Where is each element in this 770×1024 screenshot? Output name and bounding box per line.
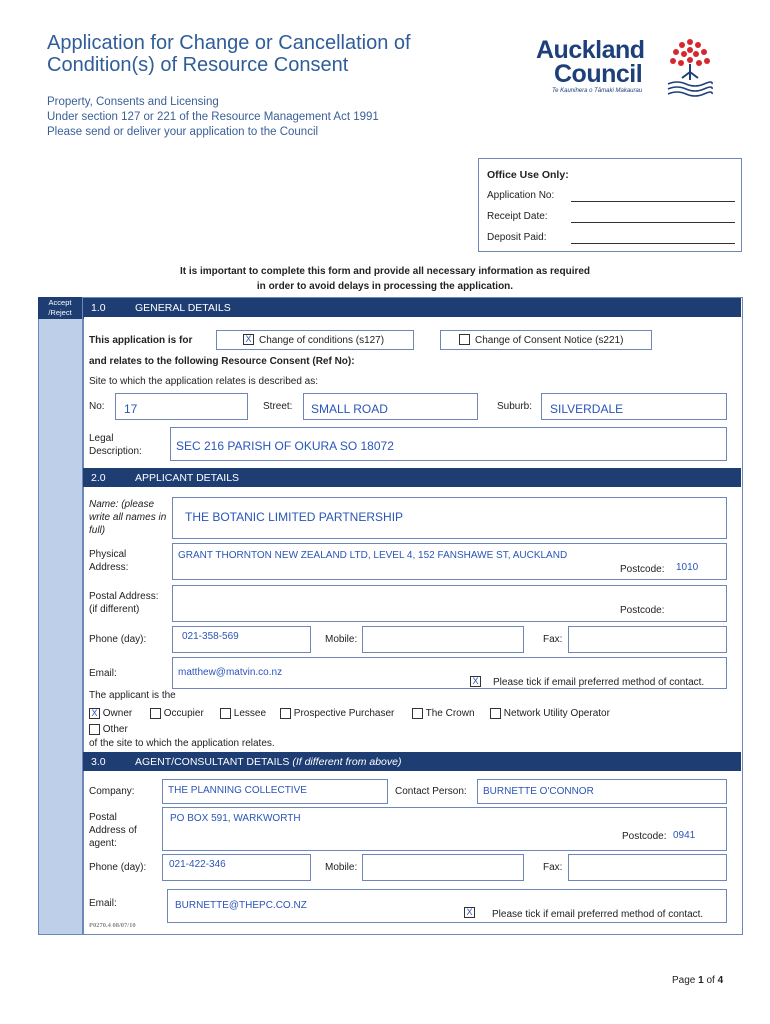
role-other[interactable] xyxy=(89,724,128,735)
fax-label: Fax: xyxy=(543,634,563,645)
page-prefix: Page xyxy=(672,975,696,986)
legal-description-value: SEC 216 PARISH OF OKURA SO 18072 xyxy=(176,439,394,453)
page-total: 4 xyxy=(717,975,724,986)
logo-tagline: Te Kaunihera o Tāmaki Makaurau xyxy=(552,88,643,94)
change-conditions-option[interactable] xyxy=(216,330,414,350)
contact-person-value: BURNETTE O'CONNOR xyxy=(483,786,594,797)
application-no-field[interactable] xyxy=(571,201,735,202)
role-other-label: Other xyxy=(102,724,128,736)
postal-postcode-label: Postcode: xyxy=(620,605,665,616)
suburb-label: Suburb: xyxy=(497,401,533,412)
contact-person-input[interactable] xyxy=(477,779,727,804)
physical-postcode-value: 1010 xyxy=(676,562,699,573)
fax-input[interactable] xyxy=(568,626,727,653)
role-network-utility-operator-label: Network Utility Operator xyxy=(503,708,610,720)
office-use-title: Office Use Only: xyxy=(487,169,569,181)
accept-reject-column xyxy=(38,297,84,935)
receipt-date-label: Receipt Date: xyxy=(487,211,548,222)
deposit-paid-field[interactable] xyxy=(571,243,735,244)
instructions: Please send or deliver your application to the Council xyxy=(47,126,319,138)
section-1-number: 1.0 xyxy=(91,302,106,314)
agent-phone-value: 021-422-346 xyxy=(169,859,226,870)
agent-email-label: Email: xyxy=(89,898,117,909)
agent-postal-input[interactable] xyxy=(162,807,727,851)
agent-phone-input[interactable] xyxy=(162,854,311,881)
agent-fax-label: Fax: xyxy=(543,862,563,873)
street-input[interactable] xyxy=(303,393,478,420)
applicant-is-label: The applicant is the xyxy=(89,690,176,701)
street-no-value: 17 xyxy=(124,402,138,416)
section-3-title xyxy=(135,756,401,768)
phone-day-label: Phone (day): xyxy=(89,634,147,645)
role-occupier-label: Occupier xyxy=(163,708,204,720)
important-note-line2: in order to avoid delays in processing the application. xyxy=(256,281,514,292)
physical-address-label: Physical Address: xyxy=(89,549,129,573)
mobile-label: Mobile: xyxy=(325,634,358,645)
logo-line1: Auckland xyxy=(536,36,645,64)
change-conditions-label: Change of conditions (s127) xyxy=(259,335,385,346)
form-title: Application for Change or Cancellation of Condition(s) of Resource Consent xyxy=(47,32,411,76)
role-the-crown-checkbox[interactable] xyxy=(412,708,423,719)
email-preferred-checkbox[interactable]: X xyxy=(470,676,481,687)
page-current: 1 xyxy=(698,975,704,986)
of-site-text: of the site to which the application relates. xyxy=(89,738,275,749)
page-of: of xyxy=(706,975,715,986)
role-prospective-purchaser-checkbox[interactable] xyxy=(280,708,291,719)
company-label: Company: xyxy=(89,786,135,797)
section-3-number: 3.0 xyxy=(91,756,106,768)
form-code: P0270.4 08/07/10 xyxy=(89,922,136,929)
role-other-checkbox[interactable] xyxy=(89,724,100,735)
role-prospective-purchaser[interactable] xyxy=(280,708,394,719)
agent-mobile-label: Mobile: xyxy=(325,862,358,873)
legislation: Under section 127 or 221 of the Resource Management Act 1991 xyxy=(47,111,379,123)
street-label: Street: xyxy=(263,401,293,412)
company-input[interactable] xyxy=(162,779,388,804)
street-no-label: No: xyxy=(89,401,105,412)
agent-email-preferred-checkbox[interactable]: X xyxy=(464,907,475,918)
section-2-header xyxy=(83,468,741,487)
application-no-label: Application No: xyxy=(487,190,555,201)
phone-day-input[interactable] xyxy=(172,626,311,653)
mobile-input[interactable] xyxy=(362,626,524,653)
suburb-input[interactable] xyxy=(541,393,727,420)
role-owner-label: Owner xyxy=(102,708,133,720)
change-conditions-checkbox[interactable]: X xyxy=(243,334,254,345)
contact-person-label: Contact Person: xyxy=(395,786,467,797)
pohutukawa-icon xyxy=(664,34,716,98)
company-value: THE PLANNING COLLECTIVE xyxy=(168,785,307,796)
role-owner-checkbox[interactable]: X xyxy=(89,708,100,719)
email-input[interactable] xyxy=(172,657,727,689)
accept-reject-label: Accept /Reject xyxy=(48,298,72,317)
role-lessee-label: Lessee xyxy=(233,708,267,720)
role-occupier[interactable] xyxy=(150,708,204,719)
applicant-name-input[interactable] xyxy=(172,497,727,539)
change-consent-notice-checkbox[interactable] xyxy=(459,334,470,345)
phone-day-value: 021-358-569 xyxy=(182,631,239,642)
agent-mobile-input[interactable] xyxy=(362,854,524,881)
section-2-number: 2.0 xyxy=(91,472,106,484)
agent-email-input[interactable] xyxy=(167,889,727,923)
legal-description-input[interactable] xyxy=(170,427,727,461)
role-lessee[interactable] xyxy=(220,708,266,719)
agent-postcode-label: Postcode: xyxy=(622,831,667,842)
postal-address-label: Postal Address: (if different) xyxy=(89,591,159,615)
role-the-crown-label: The Crown xyxy=(425,708,475,720)
council-logo xyxy=(536,38,666,94)
physical-postcode-label: Postcode: xyxy=(620,564,665,575)
role-prospective-purchaser-label: Prospective Purchaser xyxy=(293,708,395,720)
receipt-date-field[interactable] xyxy=(571,222,735,223)
section-3-header xyxy=(83,752,741,771)
role-occupier-checkbox[interactable] xyxy=(150,708,161,719)
section-3-title-note: (If different from above) xyxy=(292,756,402,768)
role-owner[interactable] xyxy=(89,708,132,719)
office-use-box xyxy=(478,158,742,252)
legal-description-label: Legal Description: xyxy=(89,433,142,457)
section-1-header xyxy=(83,298,741,317)
applicant-name-label: Name: (please write all names in full) xyxy=(89,499,167,536)
email-value: matthew@matvin.co.nz xyxy=(178,667,283,678)
suburb-value: SILVERDALE xyxy=(550,402,624,416)
agent-phone-label: Phone (day): xyxy=(89,862,147,873)
agent-email-preferred-label: Please tick if email preferred method of contact. xyxy=(492,909,704,920)
section-2-title: APPLICANT DETAILS xyxy=(135,472,240,484)
agent-postal-label: Postal Address of agent: xyxy=(89,812,137,849)
page-number xyxy=(672,975,723,986)
section-1-title: GENERAL DETAILS xyxy=(135,302,231,314)
role-network-utility-operator-checkbox[interactable] xyxy=(490,708,501,719)
applicant-name-value: THE BOTANIC LIMITED PARTNERSHIP xyxy=(185,510,404,524)
email-preferred-label: Please tick if email preferred method of contact. xyxy=(493,677,705,688)
relates-label: and relates to the following Resource Consent (Ref No): xyxy=(89,356,355,367)
postal-address-input[interactable] xyxy=(172,585,727,622)
role-network-utility-operator[interactable] xyxy=(490,708,610,719)
agent-email-value: BURNETTE@THEPC.CO.NZ xyxy=(175,900,307,911)
change-consent-notice-label: Change of Consent Notice (s221) xyxy=(475,335,624,346)
deposit-paid-label: Deposit Paid: xyxy=(487,232,547,243)
logo-line2: Council xyxy=(554,60,643,88)
street-no-input[interactable] xyxy=(115,393,248,420)
role-lessee-checkbox[interactable] xyxy=(220,708,231,719)
physical-address-value: GRANT THORNTON NEW ZEALAND LTD, LEVEL 4, 152 FANSHAWE ST, AUCKLAND xyxy=(178,550,568,561)
agent-postal-value: PO BOX 591, WARKWORTH xyxy=(170,813,301,824)
change-consent-notice-option[interactable] xyxy=(440,330,652,350)
physical-address-input[interactable] xyxy=(172,543,727,580)
important-note-line1: It is important to complete this form and provide all necessary information as required xyxy=(179,266,591,277)
email-label: Email: xyxy=(89,668,117,679)
site-description-label: Site to which the application relates is described as: xyxy=(89,376,319,387)
section-3-title-text: AGENT/CONSULTANT DETAILS xyxy=(135,756,290,768)
application-for-label: This application is for xyxy=(89,335,193,346)
role-the-crown[interactable] xyxy=(412,708,475,719)
agent-fax-input[interactable] xyxy=(568,854,727,881)
street-value: SMALL ROAD xyxy=(311,402,388,416)
department: Property, Consents and Licensing xyxy=(47,96,219,108)
agent-postcode-value: 0941 xyxy=(673,830,696,841)
